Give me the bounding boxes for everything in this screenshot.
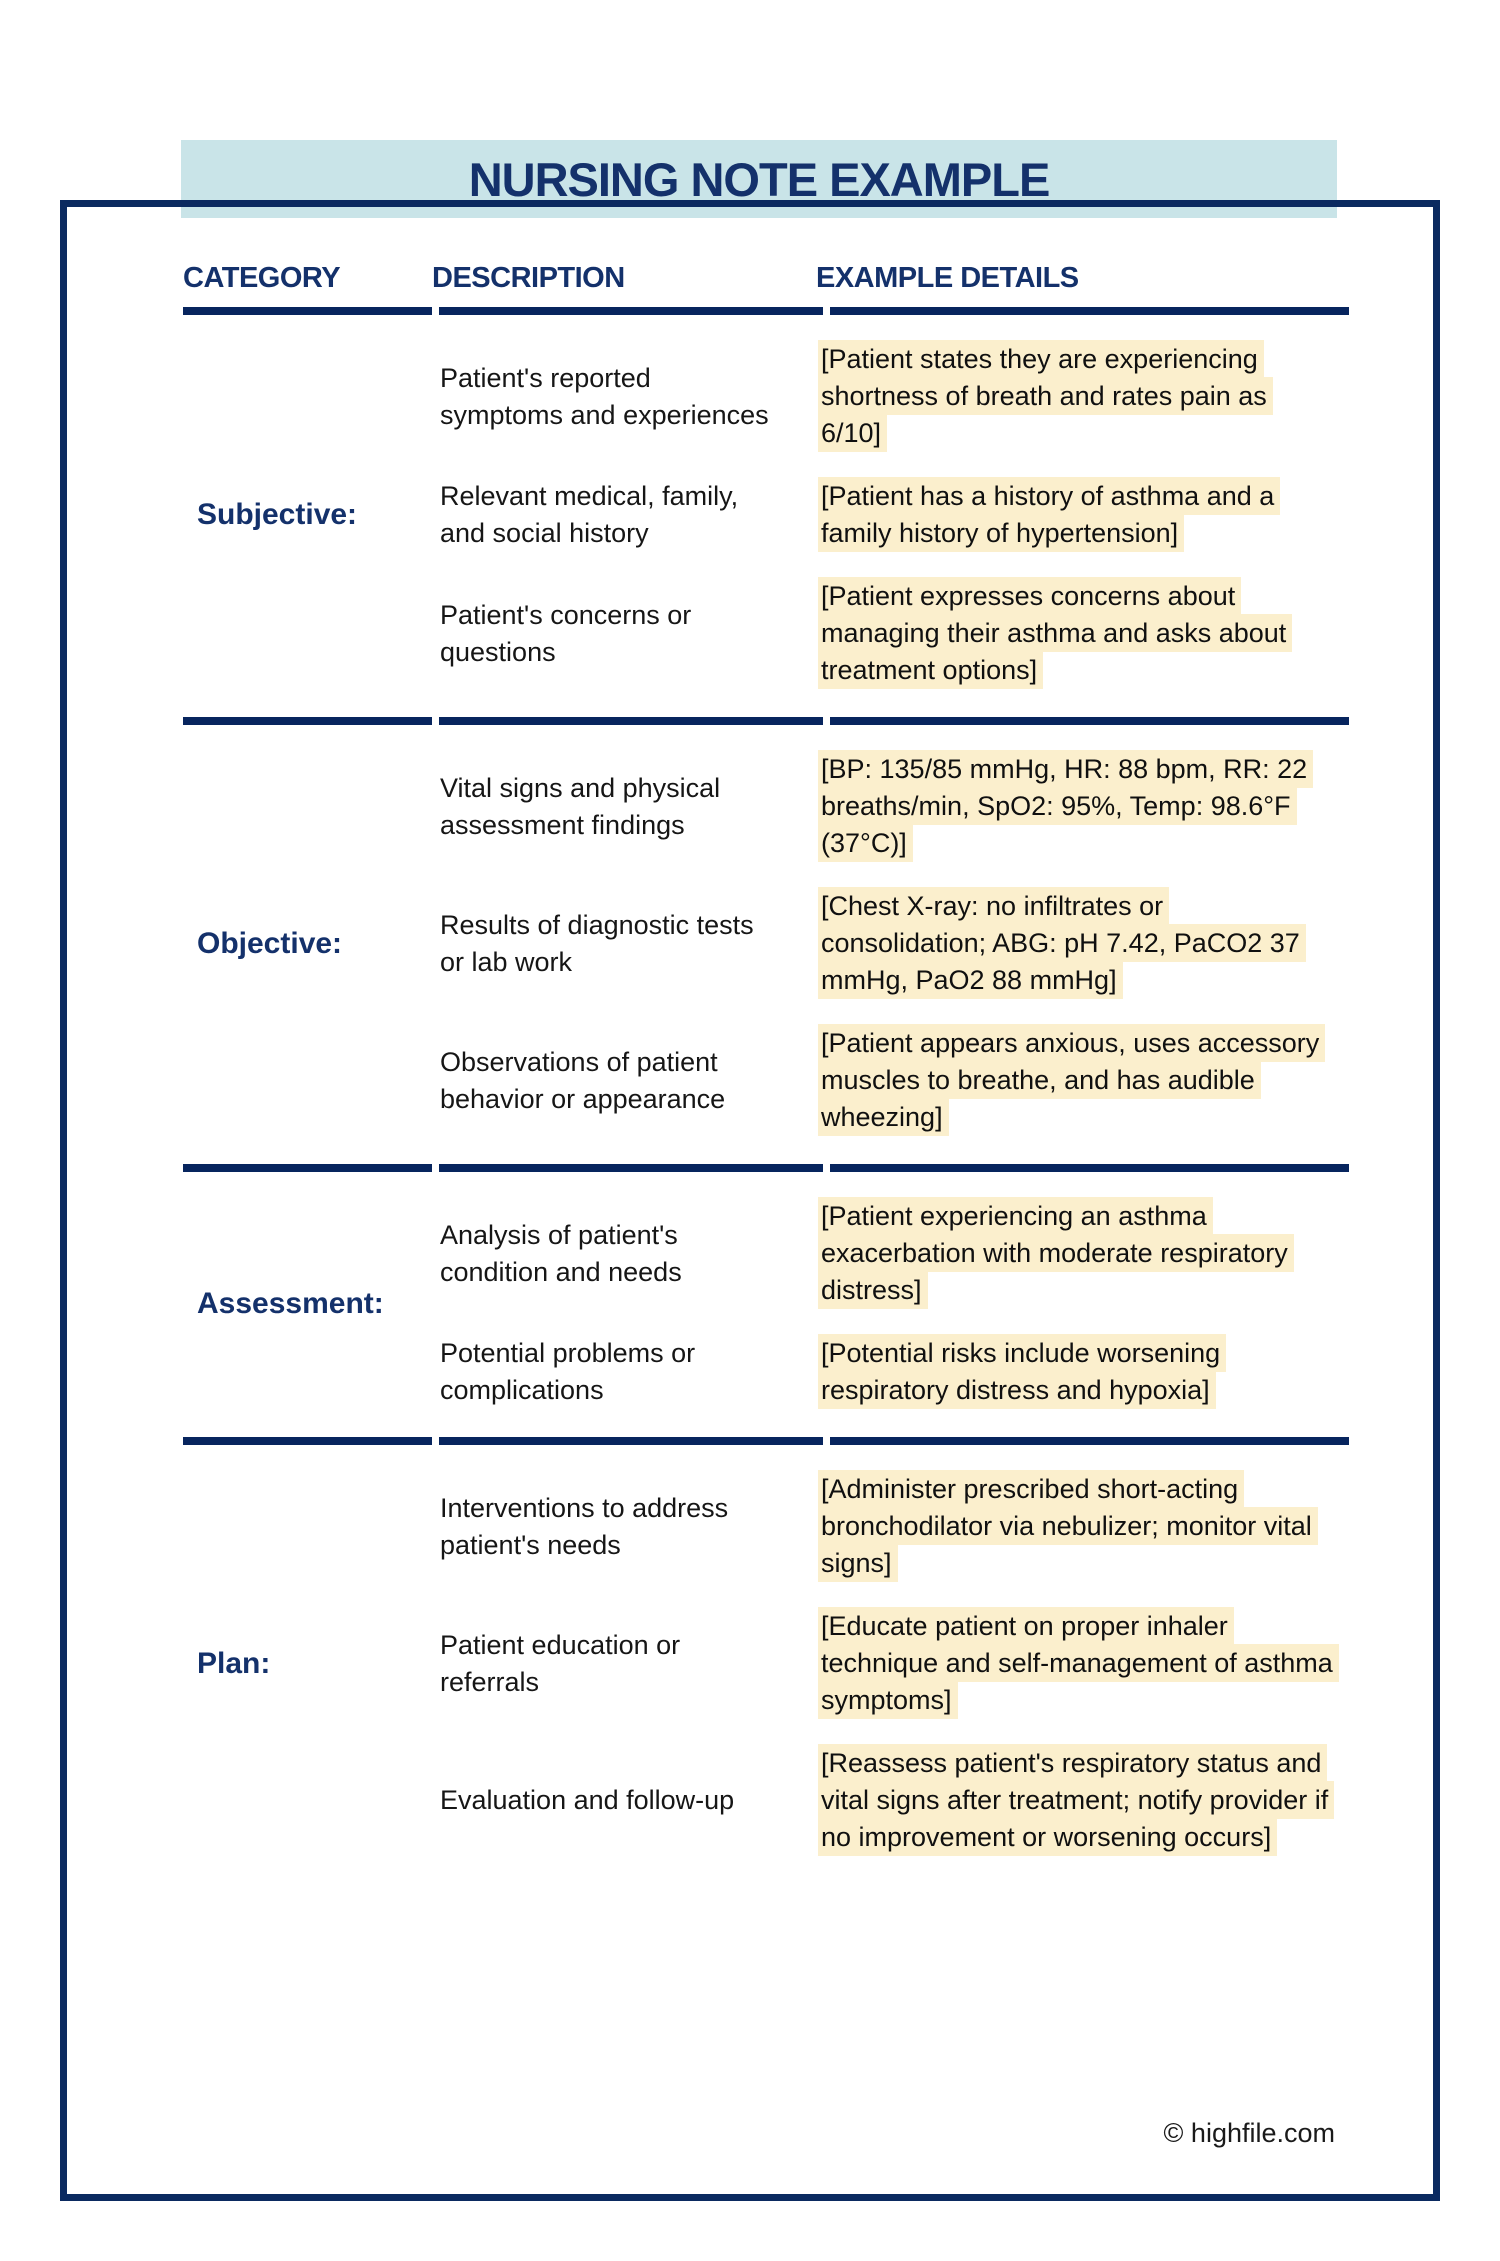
example-cell	[816, 1608, 1335, 1719]
description-cell: Patient's concerns or questions	[440, 599, 692, 667]
title-banner	[181, 140, 1337, 218]
section-subjective	[183, 315, 1335, 717]
category-label-plan: Plan:	[197, 1646, 271, 1680]
example-cell	[816, 478, 1335, 552]
example-cell	[816, 1335, 1335, 1409]
example-cell	[816, 341, 1335, 452]
section-divider-line	[183, 1164, 1335, 1172]
table-header-row	[183, 262, 1335, 307]
divider-segment	[830, 307, 1349, 315]
section-plan	[183, 1445, 1335, 1884]
nursing-note-table	[183, 262, 1335, 1884]
divider-segment	[183, 1437, 432, 1445]
description-cell: Patient education or referrals	[440, 1629, 681, 1697]
divider-segment	[830, 717, 1349, 725]
description-cell: Vital signs and physical assessment findings	[440, 772, 721, 840]
example-cell	[816, 1025, 1335, 1136]
divider-segment	[439, 717, 823, 725]
highlighted-example-text: [Administer prescribed short-acting bronchodilator via nebulizer; monitor vital signs]	[818, 1470, 1318, 1582]
description-cell: Patient's reported symptoms and experiences	[440, 362, 769, 430]
section-divider-line	[183, 1437, 1335, 1445]
divider-segment	[183, 307, 432, 315]
divider-segment	[439, 1164, 823, 1172]
page-title: NURSING NOTE EXAMPLE	[468, 152, 1050, 206]
category-label-subjective: Subjective:	[197, 498, 358, 531]
highlighted-example-text: [Patient experiencing an asthma exacerbation with moderate respiratory distress]	[818, 1197, 1294, 1309]
divider-segment	[439, 307, 823, 315]
highlighted-example-text: [Patient states they are experiencing shortness of breath and rates pain as 6/10]	[818, 340, 1273, 452]
section-assessment	[183, 1172, 1335, 1437]
category-label-objective: Objective:	[197, 926, 343, 960]
example-cell	[816, 751, 1335, 862]
divider-segment	[830, 1437, 1349, 1445]
example-cell	[816, 1471, 1335, 1582]
column-header-category: CATEGORY	[183, 262, 341, 294]
description-cell: Potential problems or complications	[440, 1338, 696, 1405]
example-cell	[816, 888, 1335, 999]
divider-segment	[830, 1164, 1349, 1172]
description-cell: Interventions to address patient's needs	[440, 1492, 729, 1560]
column-header-example-details: EXAMPLE DETAILS	[816, 262, 1079, 294]
category-label-assessment: Assessment:	[197, 1286, 384, 1320]
highlighted-example-text: [Patient expresses concerns about managing their asthma and asks about treatment options]	[818, 577, 1292, 689]
description-cell: Observations of patient behavior or appearance	[440, 1046, 726, 1114]
section-objective	[183, 725, 1335, 1164]
highlighted-example-text: [Reassess patient's respiratory status and vital signs after treatment; notify provider if no improvement or worsening occurs]	[818, 1744, 1334, 1856]
footer-copyright: © highfile.com	[1163, 2118, 1335, 2148]
description-cell: Relevant medical, family, and social history	[440, 481, 739, 548]
divider-segment	[183, 1164, 432, 1172]
example-cell	[816, 578, 1335, 689]
description-cell: Evaluation and follow-up	[440, 1785, 735, 1815]
description-cell: Results of diagnostic tests or lab work	[440, 909, 754, 977]
example-cell	[816, 1745, 1335, 1856]
description-cell: Analysis of patient's condition and needs	[440, 1219, 682, 1287]
divider-segment	[439, 1437, 823, 1445]
highlighted-example-text: [Potential risks include worsening respiratory distress and hypoxia]	[818, 1334, 1226, 1409]
header-divider-line	[183, 307, 1335, 315]
divider-segment	[183, 717, 432, 725]
highlighted-example-text: [BP: 135/85 mmHg, HR: 88 bpm, RR: 22 breaths/min, SpO2: 95%, Temp: 98.6°F (37°C)]	[818, 750, 1313, 862]
section-divider-line	[183, 717, 1335, 725]
highlighted-example-text: [Chest X-ray: no infiltrates or consolidation; ABG: pH 7.42, PaCO2 37 mmHg, PaO2 88 mmHg]	[818, 887, 1306, 999]
highlighted-example-text: [Educate patient on proper inhaler technique and self-management of asthma symptoms]	[818, 1607, 1339, 1719]
example-cell	[816, 1198, 1335, 1309]
highlighted-example-text: [Patient has a history of asthma and a family history of hypertension]	[818, 477, 1280, 552]
highlighted-example-text: [Patient appears anxious, uses accessory muscles to breathe, and has audible wheezing]	[818, 1024, 1325, 1136]
column-header-description: DESCRIPTION	[432, 262, 625, 294]
